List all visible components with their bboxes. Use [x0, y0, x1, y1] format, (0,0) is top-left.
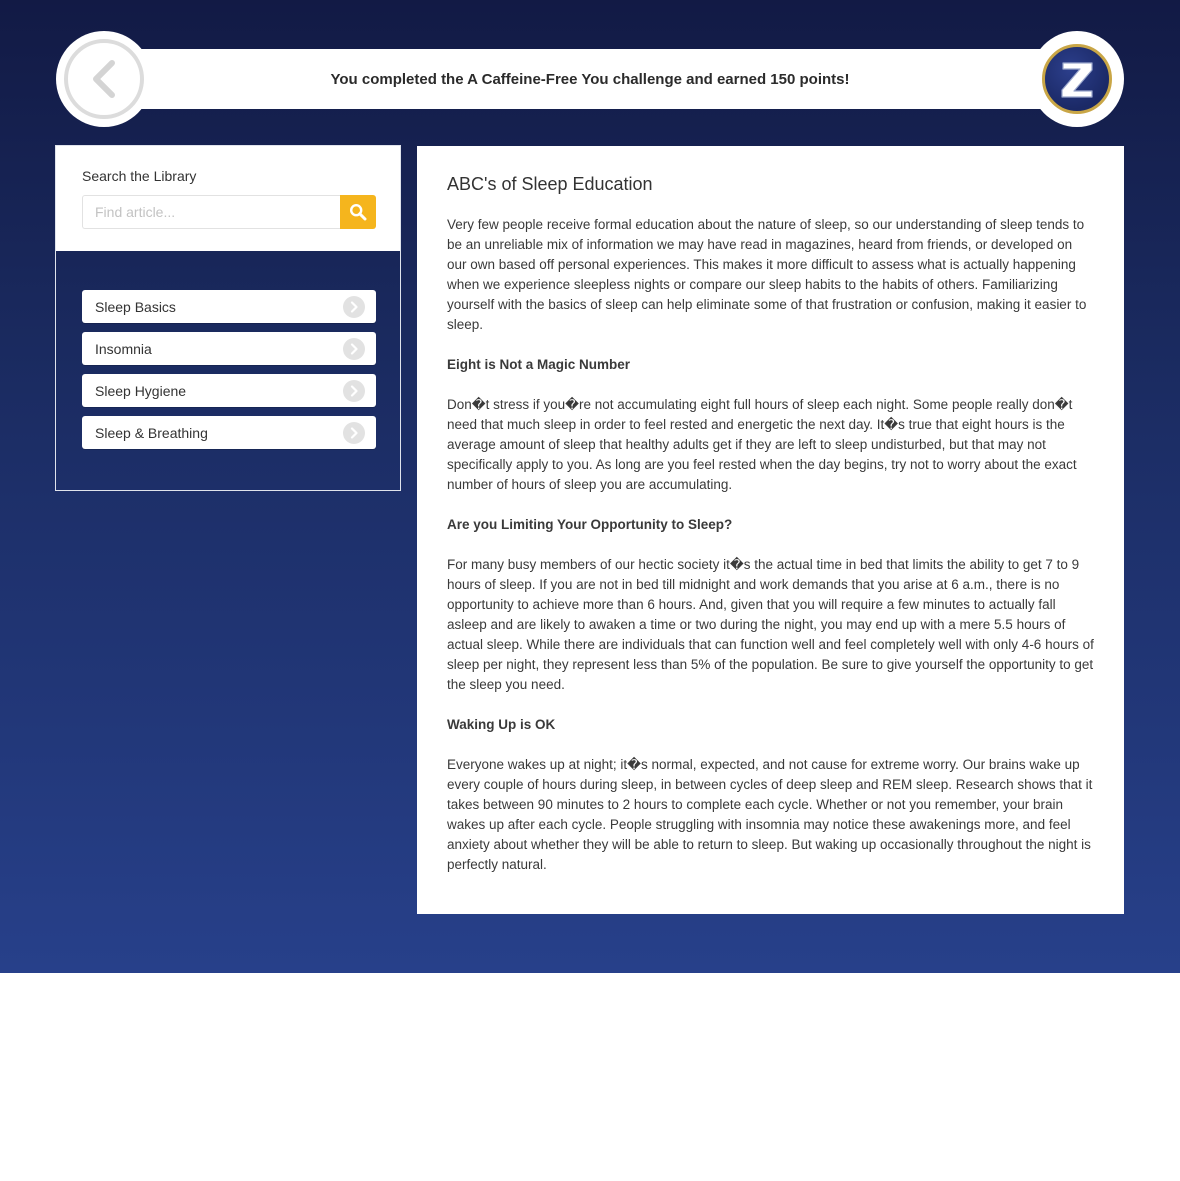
- section-heading: Waking Up is OK: [447, 717, 556, 732]
- logo-container: [1030, 31, 1124, 127]
- sidebar-item-sleep-breathing[interactable]: [82, 416, 376, 449]
- article-intro: Very few people receive formal education about the nature of sleep, so our understanding of sleep tends to be an unreliable mix of information we may have read in magazines, heard from friends, or developed on our own based off personal experiences. This makes it more difficult to assess what is actually happening when we experience sleepless nights or compare our sleep habits to the habits of others. Familiarizing yourself with the basics of sleep can help eliminate some of that frustration or confusion, making it easier to sleep.: [447, 217, 1087, 332]
- section-heading: Are you Limiting Your Opportunity to Sleep?: [447, 517, 733, 532]
- article-panel: [417, 146, 1124, 914]
- section-body: For many busy members of our hectic society it�s the actual time in bed that limits the ability to get 7 to 9 hours of sleep. If you are not in bed till midnight and work demands that you arise at 6 a.m., there is no opportunity to achieve more than 6 hours. And, given that you will require a few minutes to actually fall asleep and are likely to awaken a time or two during the night, you may end up with a mere 5.5 hours of actual sleep. While there are individuals that can function well and feel completely well with only 4-6 hours of sleep per night, they represent less than 5% of the population. Be sure to give yourself the opportunity to get the sleep you need.: [447, 557, 1094, 692]
- search-icon: [349, 203, 367, 221]
- chevron-right-icon: [343, 380, 365, 402]
- search-panel: [56, 146, 400, 251]
- chevron-right-icon: [343, 296, 365, 318]
- search-button[interactable]: [340, 195, 376, 229]
- search-input[interactable]: [82, 195, 340, 229]
- section-body: Everyone wakes up at night; it�s normal, expected, and not cause for extreme worry. Our brains wake up every couple of hours during sleep, in between cycles of deep sleep and REM sleep. Research shows that it takes between 90 minutes to 2 hours to complete each cycle. Whether or not you remember, your brain wakes up after each cycle. People struggling with insomnia may notice these awakenings more, and feel anxiety about whether they will be able to return to sleep. But waking up occasionally throughout the night is perfectly natural.: [447, 757, 1093, 872]
- chevron-right-icon: [343, 422, 365, 444]
- sidebar-item-label: Insomnia: [95, 340, 152, 357]
- sidebar-item-label: Sleep Hygiene: [95, 382, 187, 399]
- library-sidebar: [55, 145, 401, 491]
- z-logo-icon: [1055, 57, 1099, 101]
- banner-message: You completed the A Caffeine-Free You challenge and earned 150 points!: [330, 70, 850, 88]
- sidebar-item-sleep-basics[interactable]: [82, 290, 376, 323]
- sidebar-item-sleep-hygiene[interactable]: [82, 374, 376, 407]
- back-button-container: [56, 31, 152, 127]
- sidebar-item-label: Sleep Basics: [95, 298, 176, 315]
- sidebar-item-label: Sleep & Breathing: [95, 424, 208, 441]
- chevron-left-icon: [87, 59, 121, 99]
- search-label: Search the Library: [82, 168, 197, 184]
- section-heading: Eight is Not a Magic Number: [447, 357, 631, 372]
- back-button[interactable]: [64, 39, 144, 119]
- challenge-banner: [100, 49, 1080, 109]
- section-body: Don�t stress if you�re not accumulating eight full hours of sleep each night. Some people really don�t need that much sleep in order to feel rested and energetic the next day. It�s true that eight hours is the average amount of sleep that healthy adults get if they are left to sleep undisturbed, but that may not specifically apply to you. As long are you feel rested when the day begins, try not to worry about the exact number of hours of sleep you are accumulating.: [447, 397, 1077, 492]
- chevron-right-icon: [343, 338, 365, 360]
- app-logo[interactable]: [1042, 44, 1112, 114]
- article-title: ABC's of Sleep Education: [447, 174, 653, 194]
- sidebar-item-insomnia[interactable]: [82, 332, 376, 365]
- category-list: [82, 290, 376, 458]
